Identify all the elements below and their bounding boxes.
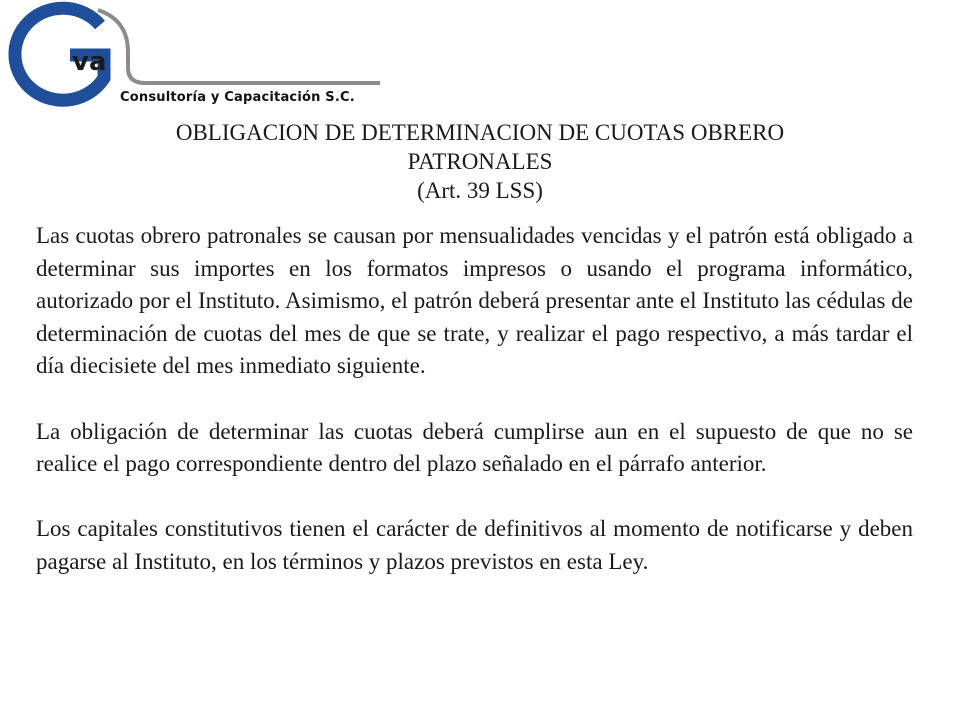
document-body (36, 220, 913, 579)
document-title (0, 118, 960, 205)
paragraph: La obligación de determinar las cuotas deberá cumplirse aun en el supuesto de que no se realice el pago correspondiente dentro del plazo señalado en el párrafo anterior. (36, 418, 913, 477)
title-line-3: (Art. 39 LSS) (417, 178, 543, 203)
title-line-2: PATRONALES (407, 149, 553, 174)
paragraph: Los capitales constitutivos tienen el carácter de definitivos al momento de notificarse y deben pagarse al Instituto, en los términos y plazos previstos en esta Ley. (36, 516, 913, 574)
logo-letters: va (72, 47, 107, 77)
company-name: Consultoría y Capacitación S.C. (120, 90, 355, 105)
paragraph: Las cuotas obrero patronales se causan por mensualidades vencidas y el patrón está obligado a determinar sus importes en los formatos impresos o usando el programa informático, autorizado por el Instituto. Asimismo, el patrón deberá presentar ante el Instituto las cédulas de determinación de cuotas del mes de que se trate, y realizar el pago respectivo, a más tardar el día diecisiete del mes inmediato siguiente. (36, 223, 913, 379)
company-logo (0, 0, 380, 115)
title-line-1: OBLIGACION DE DETERMINACION DE CUOTAS OBRERO (175, 120, 785, 145)
